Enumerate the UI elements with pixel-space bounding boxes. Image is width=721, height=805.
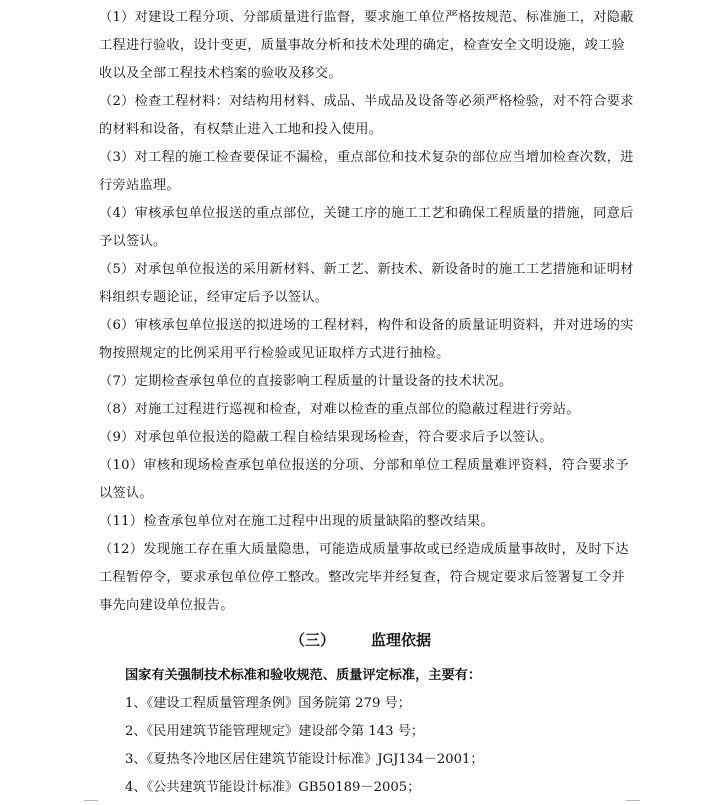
reference-item-3: 3、《夏热冬冷地区居住建筑节能设计标准》JGJ134－2001；	[125, 752, 484, 767]
section-heading	[0, 626, 721, 654]
paragraph-item-1: （1）对建设工程分项、分部质量进行监督，要求施工单位严格按规范、标准施工，对隐蔽工程进行验收，设计变更，质量事故分析和技术处理的确定，检查安全文明设施，竣工验收以及全部工程技术档案的验收及移交。	[99, 10, 634, 81]
reference-item-4: 4、《公共建筑节能设计标准》GB50189－2005；	[125, 780, 421, 795]
section-title: 监理依据	[371, 631, 432, 649]
paragraph-item-2: （2）检查工程材料：对结构用材料、成品、半成品及设备等必须严格检验，对不符合要求的材料和设备，有权禁止进入工地和投入使用。	[99, 94, 634, 137]
paragraph-item-11: （11）检查承包单位对在施工过程中出现的质量缺陷的整改结果。	[99, 514, 495, 529]
paragraph-item-3: （3）对工程的施工检查要保证不漏检，重点部位和技术复杂的部位应当增加检查次数，进行旁站监理。	[99, 150, 634, 193]
paragraph-item-5: （5）对承包单位报送的采用新材料、新工艺、新技术、新设备时的施工工艺措施和证明材料组织专题论证，经审定后予以签认。	[99, 262, 634, 305]
reference-item-2: 2、《民用建筑节能管理规定》建设部令第 143 号；	[125, 724, 425, 739]
paragraph-item-7: （7）定期检查承包单位的直接影响工程质量的计量设备的技术状况。	[99, 374, 513, 389]
page-corner-mark-right	[626, 800, 640, 801]
paragraph-item-10: （10）审核和现场检查承包单位报送的分项、分部和单位工程质量难评资料，符合要求予以签认。	[99, 458, 629, 501]
paragraph-item-6: （6）审核承包单位报送的拟进场的工程材料，构件和设备的质量证明资料，并对进场的实物按照规定的比例采用平行检验或见证取样方式进行抽检。	[99, 318, 634, 361]
reference-item-1: 1、《建设工程质量管理条例》国务院第 279 号；	[125, 696, 411, 711]
paragraph-item-9: （9）对承包单位报送的隐蔽工程自检结果现场检查，符合要求后予以签认。	[99, 430, 553, 445]
paragraph-item-8: （8）对施工过程进行巡视和检查，对难以检查的重点部位的隐蔽过程进行旁站。	[99, 402, 580, 417]
standards-intro: 国家有关强制技术标准和验收规范、质量评定标准，主要有：	[125, 668, 482, 683]
paragraph-item-12: （12）发现施工存在重大质量隐患，可能造成质量事故或已经造成质量事故时，及时下达工程暂停令，要求承包单位停工整改。整改完毕并经复查，符合规定要求后签署复工令并事先向建设单位报告。	[99, 542, 629, 613]
section-number: （三）	[289, 631, 335, 649]
paragraph-item-4: （4）审核承包单位报送的重点部位，关键工序的施工工艺和确保工程质量的措施，同意后予以签认。	[99, 206, 634, 249]
page-corner-mark-left	[84, 800, 98, 801]
